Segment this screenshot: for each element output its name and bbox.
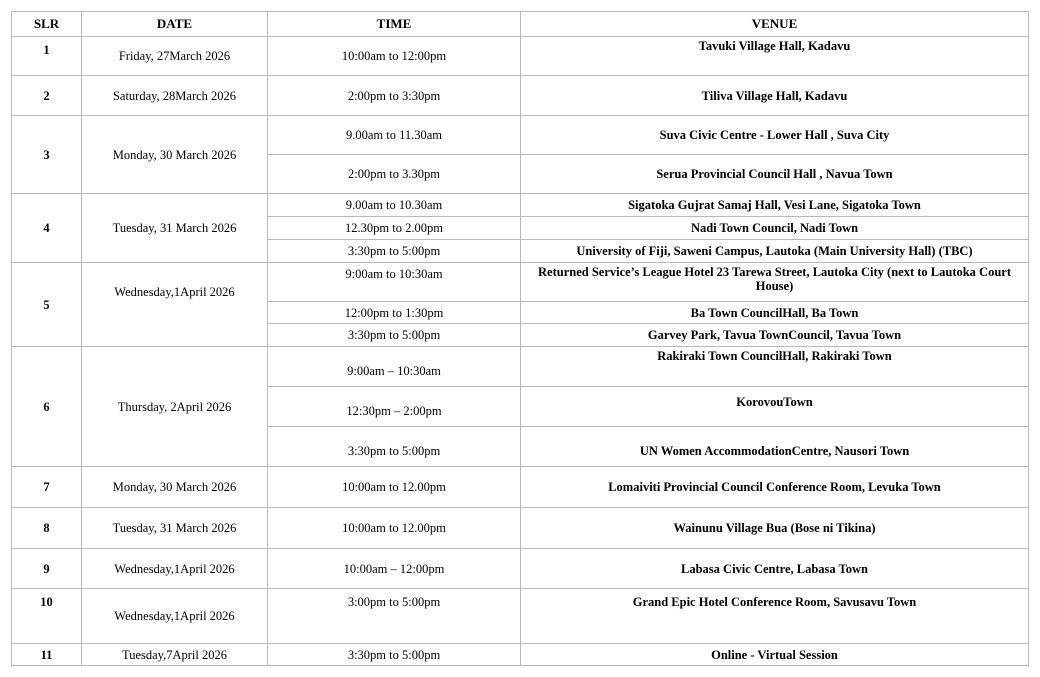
time-cell: 10:00am to 12.00pm xyxy=(268,467,521,508)
venue-cell: Tavuki Village Hall, Kadavu xyxy=(521,37,1029,76)
time-cell: 12.30pm to 2.00pm xyxy=(268,217,521,240)
venue-cell: Labasa Civic Centre, Labasa Town xyxy=(521,549,1029,589)
slr-cell: 9 xyxy=(12,549,82,589)
venue-cell: Grand Epic Hotel Conference Room, Savusavu Town xyxy=(521,589,1029,644)
date-cell: Wednesday,1April 2026 xyxy=(82,263,268,347)
venue-cell: Rakiraki Town CouncilHall, Rakiraki Town xyxy=(521,347,1029,387)
date-cell: Thursday, 2April 2026 xyxy=(82,347,268,467)
time-cell: 2:00pm to 3:30pm xyxy=(268,76,521,116)
time-cell: 10:00am to 12.00pm xyxy=(268,508,521,549)
date-cell: Tuesday, 31 March 2026 xyxy=(82,508,268,549)
time-cell: 9.00am to 11.30am xyxy=(268,116,521,155)
table-row xyxy=(12,467,1029,508)
time-cell: 3:00pm to 5:00pm xyxy=(268,589,521,644)
slr-cell: 10 xyxy=(12,589,82,644)
time-cell: 10:00am to 12:00pm xyxy=(268,37,521,76)
venue-cell: Sigatoka Gujrat Samaj Hall, Vesi Lane, Sigatoka Town xyxy=(521,194,1029,217)
header-venue: VENUE xyxy=(521,12,1029,37)
venue-cell: Suva Civic Centre - Lower Hall , Suva City xyxy=(521,116,1029,155)
table-row xyxy=(12,76,1029,116)
venue-cell: Wainunu Village Bua (Bose ni Tikina) xyxy=(521,508,1029,549)
time-cell: 9.00am to 10.30am xyxy=(268,194,521,217)
time-cell: 3:30pm to 5:00pm xyxy=(268,427,521,467)
venue-cell: Garvey Park, Tavua TownCouncil, Tavua Town xyxy=(521,324,1029,347)
slr-cell: 6 xyxy=(12,347,82,467)
date-cell: Wednesday,1April 2026 xyxy=(82,549,268,589)
table-row xyxy=(12,549,1029,589)
table-row xyxy=(12,263,1029,302)
slr-cell: 5 xyxy=(12,263,82,347)
time-cell: 12:00pm to 1:30pm xyxy=(268,302,521,324)
time-cell: 9:00am to 10:30am xyxy=(268,263,521,302)
time-cell: 2:00pm to 3.30pm xyxy=(268,155,521,194)
venue-cell: Returned Service’s League Hotel 23 Tarewa Street, Lautoka City (next to Lautoka Court House) xyxy=(521,263,1029,302)
venue-cell: Serua Provincial Council Hall , Navua Town xyxy=(521,155,1029,194)
slr-cell: 7 xyxy=(12,467,82,508)
venue-cell: Online - Virtual Session xyxy=(521,644,1029,666)
time-cell: 3:30pm to 5:00pm xyxy=(268,324,521,347)
slr-cell: 2 xyxy=(12,76,82,116)
date-cell: Wednesday,1April 2026 xyxy=(82,589,268,644)
venue-cell: UN Women AccommodationCentre, Nausori Town xyxy=(521,427,1029,467)
date-cell: Monday, 30 March 2026 xyxy=(82,116,268,194)
venue-cell: Tiliva Village Hall, Kadavu xyxy=(521,76,1029,116)
time-cell: 3:30pm to 5:00pm xyxy=(268,644,521,666)
time-cell: 12:30pm – 2:00pm xyxy=(268,387,521,427)
table-row xyxy=(12,508,1029,549)
table-row xyxy=(12,194,1029,217)
header-time: TIME xyxy=(268,12,521,37)
date-cell: Friday, 27March 2026 xyxy=(82,37,268,76)
time-cell: 10:00am – 12:00pm xyxy=(268,549,521,589)
slr-cell: 3 xyxy=(12,116,82,194)
venue-cell: University of Fiji, Saweni Campus, Lautoka (Main University Hall) (TBC) xyxy=(521,240,1029,263)
date-cell: Tuesday, 31 March 2026 xyxy=(82,194,268,263)
table-row xyxy=(12,644,1029,666)
time-cell: 9:00am – 10:30am xyxy=(268,347,521,387)
date-cell: Tuesday,7April 2026 xyxy=(82,644,268,666)
table-row xyxy=(12,116,1029,155)
table-row xyxy=(12,347,1029,387)
venue-cell: Nadi Town Council, Nadi Town xyxy=(521,217,1029,240)
table-row xyxy=(12,589,1029,644)
slr-cell: 4 xyxy=(12,194,82,263)
slr-cell: 1 xyxy=(12,37,82,76)
venue-cell: Lomaiviti Provincial Council Conference Room, Levuka Town xyxy=(521,467,1029,508)
date-cell: Monday, 30 March 2026 xyxy=(82,467,268,508)
header-date: DATE xyxy=(82,12,268,37)
slr-cell: 8 xyxy=(12,508,82,549)
header-slr: SLR xyxy=(12,12,82,37)
time-cell: 3:30pm to 5:00pm xyxy=(268,240,521,263)
venue-cell: Ba Town CouncilHall, Ba Town xyxy=(521,302,1029,324)
schedule-table xyxy=(11,11,1029,666)
slr-cell: 11 xyxy=(12,644,82,666)
header-row xyxy=(12,12,1029,37)
date-cell: Saturday, 28March 2026 xyxy=(82,76,268,116)
venue-cell: KorovouTown xyxy=(521,387,1029,427)
table-row xyxy=(12,37,1029,76)
